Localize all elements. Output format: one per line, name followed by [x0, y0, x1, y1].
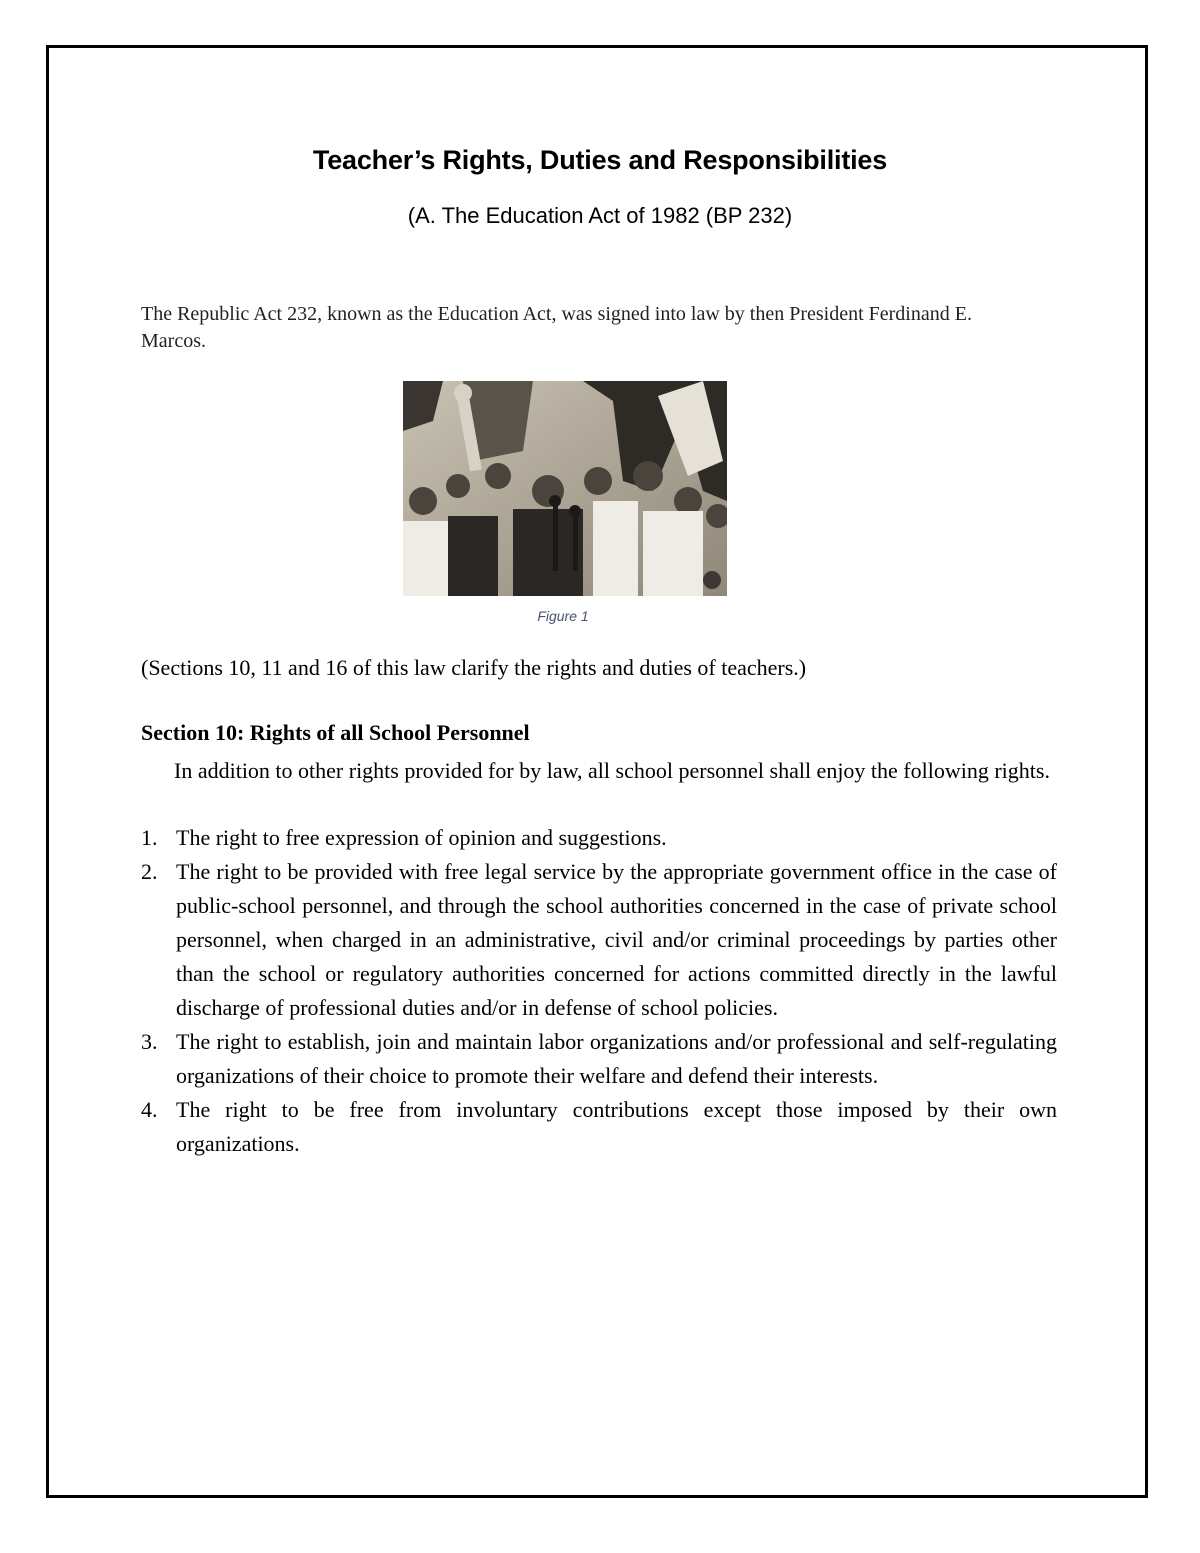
figure-caption: Figure 1 — [537, 608, 589, 624]
list-number: 3. — [141, 1029, 158, 1054]
section-10-intro: In addition to other rights provided for by law, all school personnel shall enjoy the following rights. — [174, 758, 1050, 783]
crowd-photo-illustration — [403, 381, 727, 596]
list-item-text: The right to establish, join and maintain labor organizations and/or professional and self-regulating organizations of their choice to promote their welfare and defend their interests. — [176, 1029, 1057, 1088]
list-item-text: The right to be free from involuntary contributions except those imposed by their own organizations. — [176, 1097, 1057, 1156]
list-number: 1. — [141, 825, 158, 850]
rights-list — [141, 821, 1057, 1161]
document-title: Teacher’s Rights, Duties and Responsibilities — [312, 145, 888, 175]
list-item — [141, 1093, 1057, 1161]
document-subtitle: (A. The Education Act of 1982 (BP 232) — [407, 203, 793, 228]
list-item — [141, 1025, 1057, 1093]
list-number: 4. — [141, 1097, 158, 1122]
list-item — [141, 855, 1057, 1025]
intro-paragraph: The Republic Act 232, known as the Education Act, was signed into law by then President Ferdinand E. Marcos. — [141, 303, 972, 352]
list-item — [141, 821, 1057, 855]
list-item-text: The right to be provided with free legal service by the appropriate government office in the case of public-school personnel, and through the school authorities concerned in the case of private school personnel, when charged in an administrative, civil and/or criminal proceedings by parties other than the school or regulatory authorities concerned for actions committed directly in the lawful discharge of professional duties and/or in defense of school policies. — [176, 859, 1057, 1020]
list-number: 2. — [141, 859, 158, 884]
sections-note: (Sections 10, 11 and 16 of this law clarify the rights and duties of teachers.) — [141, 655, 807, 680]
list-item-text: The right to free expression of opinion and suggestions. — [176, 825, 667, 850]
historical-photo — [403, 381, 727, 596]
section-10-heading: Section 10: Rights of all School Personnel — [141, 720, 530, 745]
